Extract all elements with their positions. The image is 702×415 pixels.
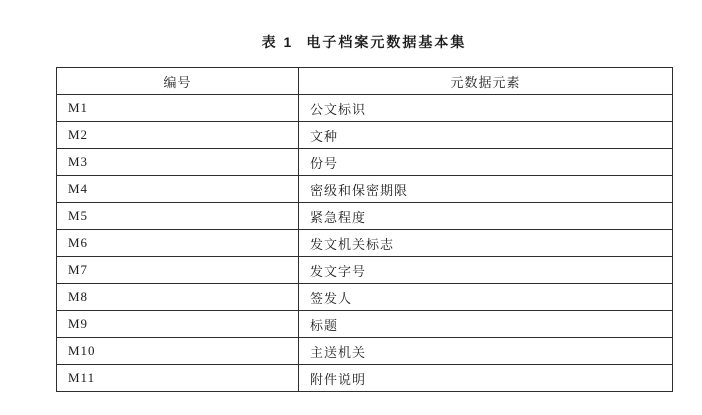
table-row (57, 230, 673, 257)
row-element-cell: 文种 (299, 122, 673, 149)
row-element-cell: 签发人 (299, 284, 673, 311)
row-id-cell: M6 (57, 230, 299, 257)
metadata-table (56, 67, 673, 392)
row-element-cell: 附件说明 (299, 365, 673, 392)
row-id-cell: M11 (57, 365, 299, 392)
row-id-cell: M10 (57, 338, 299, 365)
row-element-cell: 份号 (299, 149, 673, 176)
row-id-cell: M5 (57, 203, 299, 230)
table-row (57, 122, 673, 149)
table-header-row (57, 68, 673, 95)
table-caption (56, 32, 672, 52)
row-id-cell: M8 (57, 284, 299, 311)
header-cell-id: 编号 (57, 68, 299, 95)
table-row (57, 176, 673, 203)
row-element-cell: 标题 (299, 311, 673, 338)
row-element-cell: 发文字号 (299, 257, 673, 284)
row-element-cell: 紧急程度 (299, 203, 673, 230)
row-id-cell: M4 (57, 176, 299, 203)
table-caption-label: 表 1 (261, 34, 294, 50)
table-caption-text: 电子档案元数据基本集 (306, 34, 467, 50)
row-element-cell: 主送机关 (299, 338, 673, 365)
table-row (57, 365, 673, 392)
row-id-cell: M2 (57, 122, 299, 149)
table-row (57, 311, 673, 338)
table-row (57, 338, 673, 365)
row-id-cell: M9 (57, 311, 299, 338)
row-element-cell: 发文机关标志 (299, 230, 673, 257)
table-row (57, 284, 673, 311)
row-element-cell: 公文标识 (299, 95, 673, 122)
table-body (57, 95, 673, 392)
row-id-cell: M1 (57, 95, 299, 122)
row-element-cell: 密级和保密期限 (299, 176, 673, 203)
row-id-cell: M7 (57, 257, 299, 284)
table-row (57, 95, 673, 122)
table-row (57, 149, 673, 176)
header-cell-element: 元数据元素 (299, 68, 673, 95)
row-id-cell: M3 (57, 149, 299, 176)
table-row (57, 257, 673, 284)
table-row (57, 203, 673, 230)
